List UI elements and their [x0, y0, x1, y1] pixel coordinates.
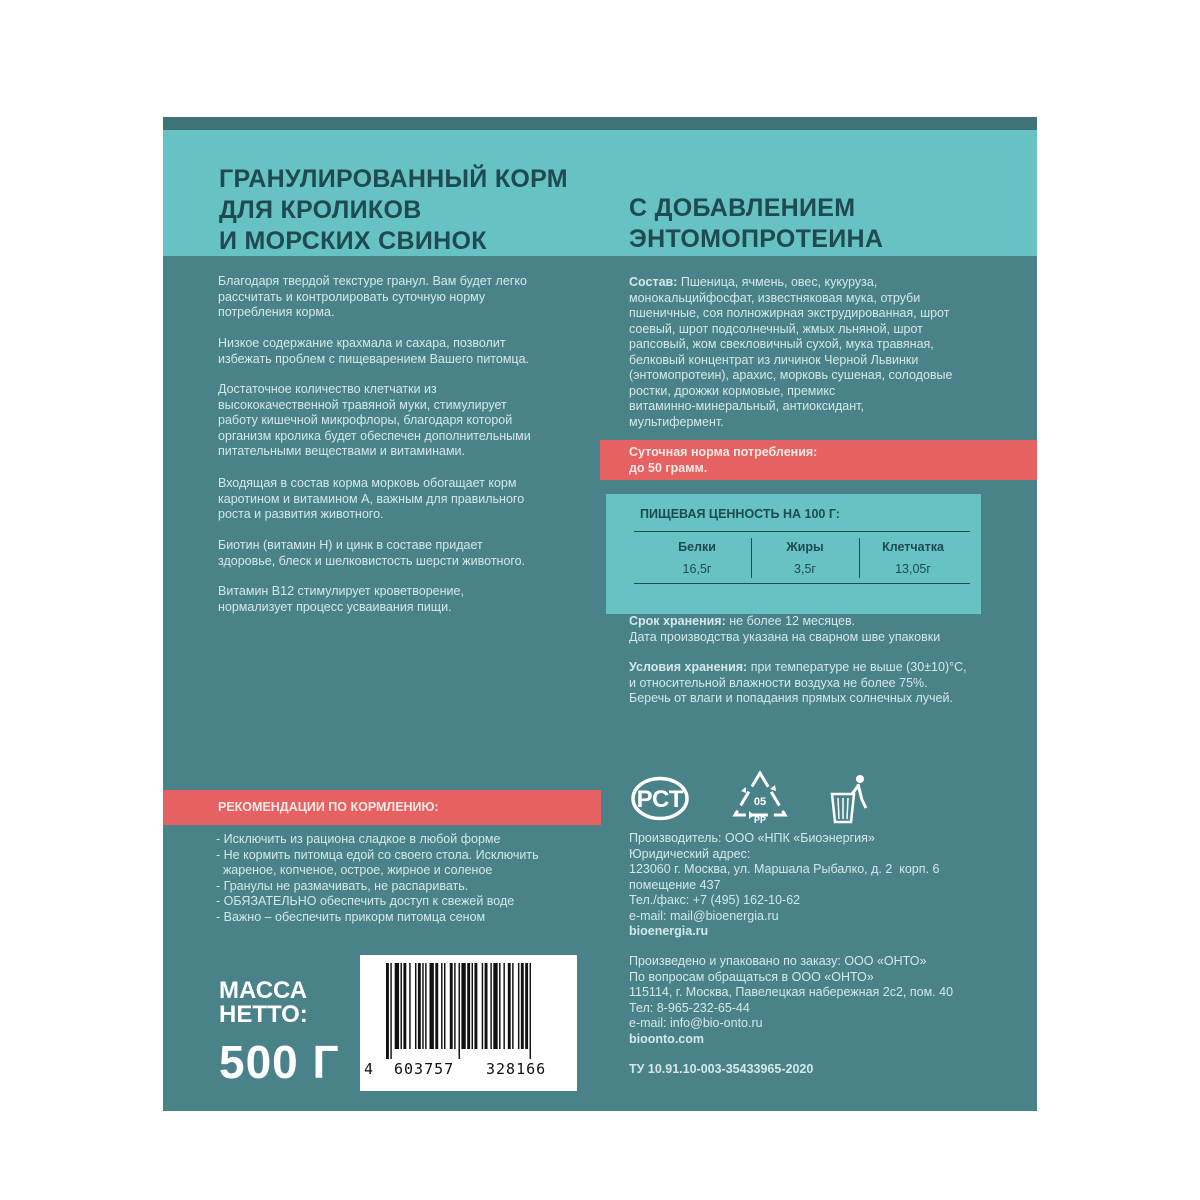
nutrition-divider: [634, 583, 970, 584]
barcode-bar: [518, 963, 519, 1049]
barcode-bar: [409, 963, 410, 1049]
barcode: [360, 955, 577, 1091]
shelf-life-text: не более 12 месяцев. Дата производства указана на сварном шве упаковки: [629, 614, 941, 644]
barcode-bar: [499, 963, 500, 1049]
benefit-paragraph: Витамин В12 стимулирует кроветворение, нормализует процесс усваивания пищи.: [218, 584, 464, 614]
barcode-group-2: 328166: [486, 1060, 547, 1078]
feeding-title: РЕКОМЕНДАЦИИ ПО КОРМЛЕНИЮ:: [218, 800, 439, 814]
packer-site: bioonto.com: [629, 1032, 704, 1046]
manufacturer-site: bioenergia.ru: [629, 924, 709, 938]
benefit-paragraph: Низкое содержание крахмала и сахара, позволит избежать проблем с пищеварением Вашего питомца.: [218, 336, 530, 366]
nutrition-header-fat: Жиры: [786, 540, 824, 554]
nutrition-value-protein: 16,5г: [682, 562, 712, 576]
recycle-05-pp-icon: [730, 769, 790, 825]
barcode-first-digit: 4: [364, 1060, 374, 1078]
barcode-group-1: 603757: [394, 1060, 455, 1078]
storage-label: Условия хранения:: [629, 660, 748, 674]
nutrition-divider: [634, 531, 970, 532]
nutrition-header-protein: Белки: [678, 540, 716, 554]
product-title: ГРАНУЛИРОВАННЫЙ КОРМ ДЛЯ КРОЛИКОВ И МОРСКИХ СВИНОК: [219, 165, 568, 255]
composition-text: Пшеница, ячмень, овес, кукуруза, монокальцийфосфат, известняковая мука, отруби пшеничные, соя полножирная экструдированная, шрот соевый, шрот подсолнечный, жмых льняной, шрот рапсовый, жом свекловичный сухой, мука травяная, белковый концентрат из личинок Черной Львинки (энтомопротеин), арахис, морковь сушеная, солодовые ростки, дрожжи кормовые, премикс витаминно-минеральный, антиоксидант, мультифермент.: [629, 275, 953, 429]
barcode-bar: [403, 963, 406, 1049]
composition-label: Состав:: [629, 275, 678, 289]
storage-block: [629, 660, 967, 707]
shelf-life-label: Срок хранения:: [629, 614, 726, 628]
nutrition-table: [606, 494, 981, 614]
barcode-bar: [401, 963, 402, 1049]
barcode-bar: [467, 963, 470, 1049]
barcode-bar: [512, 963, 513, 1049]
composition-block: [629, 275, 952, 430]
barcode-bar: [485, 963, 488, 1049]
net-weight-value: 500 Г: [219, 1036, 340, 1088]
barcode-bar: [418, 963, 421, 1049]
header-band: [163, 130, 1037, 256]
feeding-list: - Исключить из рациона сладкое в любой форме - Не кормить питомца едой со своего стола. Исключить жареное, копченое, острое, жирное и соленое - Гранулы не размачивать, не распаривать. - ОБЯЗАТЕЛЬНО обеспечить доступ к свежей воде - Важно – обеспечить прикорм питомца сеном: [216, 832, 539, 924]
barcode-bar: [521, 963, 524, 1049]
barcode-digits: [364, 1060, 574, 1082]
recycle-code: 05: [753, 796, 767, 808]
recycle-material: PP: [753, 815, 767, 825]
benefit-paragraph: Биотин (витамин Н) и цинк в составе придает здоровье, блеск и шелковистость шерсти животного.: [218, 538, 526, 568]
barcode-bar: [474, 963, 477, 1049]
nutrition-value-fiber: 13,05г: [895, 562, 931, 576]
barcode-bar: [430, 963, 434, 1049]
barcode-bar: [461, 963, 465, 1049]
benefit-paragraph: Достаточное количество клетчатки из высококачественной травяной муки, стимулирует работу кишечной микрофлоры, благодаря которой организм кролика будет обеспечен дополнительными питательными веществами и витаминами.: [218, 382, 531, 458]
nutrition-title: ПИЩЕВАЯ ЦЕННОСТЬ НА 100 Г:: [640, 507, 840, 521]
barcode-bars: [386, 963, 570, 1059]
barcode-bar: [441, 963, 442, 1049]
barcode-bar: [490, 963, 491, 1049]
barcode-bar: [450, 963, 453, 1049]
top-strip: [163, 117, 1037, 130]
barcode-bar: [482, 963, 483, 1049]
barcode-bar: [459, 963, 460, 1059]
barcode-bar: [425, 963, 426, 1049]
barcode-bar: [444, 963, 445, 1049]
barcode-bar: [530, 963, 531, 1059]
spec-code: ТУ 10.91.10-003-35433965-2020: [629, 1062, 814, 1076]
barcode-bar: [390, 963, 391, 1059]
barcode-bar: [415, 963, 416, 1049]
trash-bin-icon: [828, 772, 874, 826]
barcode-bar: [503, 963, 504, 1049]
svg-text:РСТ: РСТ: [636, 786, 684, 813]
product-subtitle: С ДОБАВЛЕНИЕМ ЭНТОМОПРОТЕИНА: [629, 194, 884, 253]
barcode-bar: [435, 963, 438, 1049]
barcode-bar: [493, 963, 497, 1049]
barcode-bar: [422, 963, 423, 1049]
shelf-life-block: [629, 614, 940, 645]
barcode-bar: [525, 963, 528, 1049]
barcode-bar: [454, 963, 455, 1049]
nutrition-value-fat: 3,5г: [794, 562, 816, 576]
storage-text: при температуре не выше (30±10)°С, и относительной влажности воздуха не более 75%. Беречь от влаги и попадания прямых солнечных лучей.: [629, 660, 967, 705]
barcode-bar: [508, 963, 511, 1049]
benefit-paragraph: Благодаря твердой текстуре гранул. Вам будет легко рассчитать и контролировать суточную норму потребления корма.: [218, 274, 527, 319]
daily-norm-text: Суточная норма потребления: до 50 грамм.: [629, 445, 818, 475]
barcode-bar: [386, 963, 389, 1059]
net-weight-label: МАССА НЕТТО:: [219, 977, 308, 1028]
nutrition-header-fiber: Клетчатка: [882, 540, 944, 554]
package-back: [163, 117, 1037, 1111]
barcode-bar: [395, 963, 399, 1049]
barcode-bar: [472, 963, 473, 1049]
manufacturer-info: Производитель: ООО «НПК «Биоэнергия» Юридический адрес: 123060 г. Москва, ул. Маршала Рыбалко, д. 2 корп. 6 помещение 437 Тел./факс: +7 (495) 162-10-62 e-mail: mail@bioenergia.ru: [629, 831, 940, 923]
rst-certification-icon: [630, 776, 690, 821]
packer-info: Произведено и упаковано по заказу: ООО «ОНТО» По вопросам обращаться в ООО «ОНТО» 115114, г. Москва, Павелецкая набережная 2с2, пом. 40 Тел: 8-965-232-65-44 e-mail: info@bio-onto.ru: [629, 954, 954, 1030]
benefit-paragraph: Входящая в состав корма морковь обогащает корм каротином и витамином А, важным для правильного роста и развития животного.: [218, 476, 525, 521]
